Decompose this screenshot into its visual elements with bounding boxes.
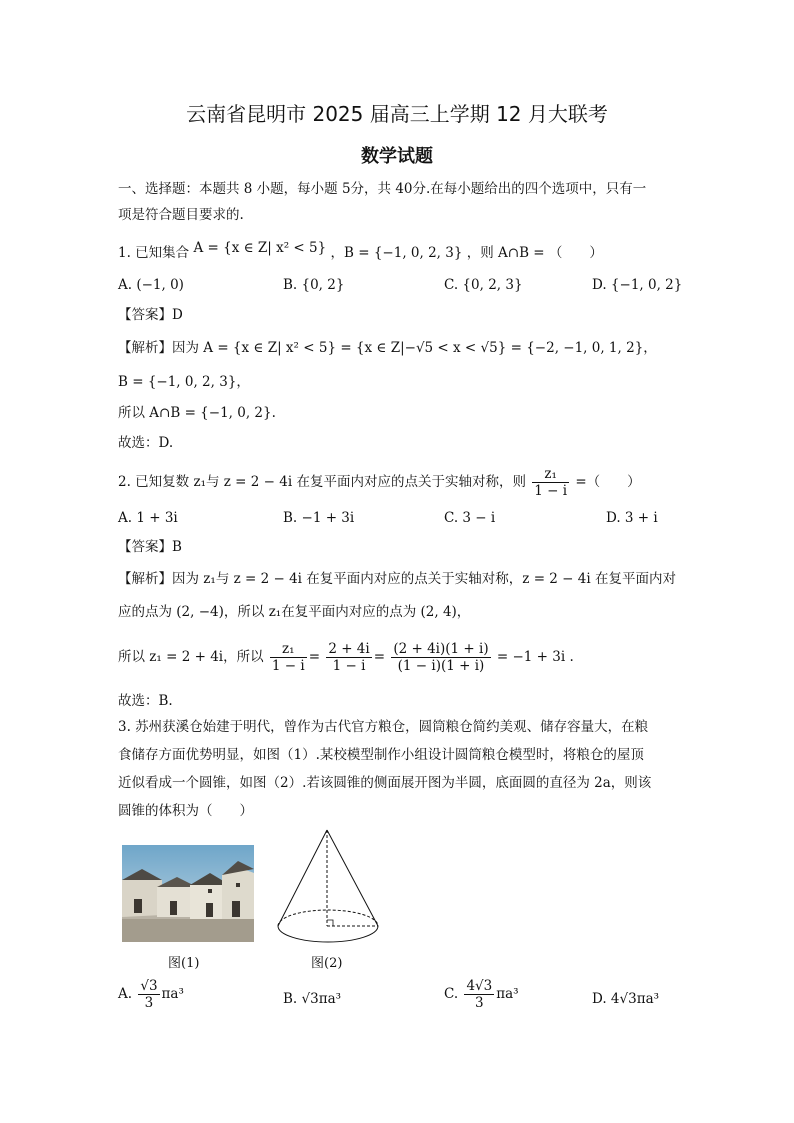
q1-conclusion: 故选：D. — [118, 435, 174, 451]
q2-calc-pre: 所以 z₁ = 2 + 4i，所以 — [118, 649, 264, 665]
q2-calc-frac-2 — [326, 641, 371, 674]
q2-stem-pre: 2. 已知复数 z₁与 z = 2 − 4i 在复平面内对应的点关于实轴对称，则 — [118, 474, 526, 490]
q3-stem-line-2: 食储存方面优势明显，如图（1）.某校模型制作小组设计圆筒粮仓模型时，将粮仓的屋顶 — [118, 747, 644, 763]
q3-option-c[interactable] — [444, 978, 519, 1011]
q1-option-b[interactable]: B. {0, 2} — [283, 277, 345, 293]
q2-calc-frac-1 — [270, 641, 307, 674]
q2-conclusion: 故选：B. — [118, 693, 173, 709]
q2-calc-frac-3 — [391, 641, 490, 674]
q3-option-a-frac — [138, 978, 159, 1011]
q3-stem-line-1: 3. 苏州获溪仓始建于明代，曾作为古代官方粮仓，圆筒粮仓简约美观、储存容量大，在粮 — [118, 719, 649, 735]
cone-diagram — [270, 826, 386, 948]
q1-stem-pre: 1. 已知集合 — [118, 245, 190, 261]
q2-calc-post: = −1 + 3i . — [496, 649, 574, 665]
q3-stem-line-4: 圆锥的体积为（ ） — [118, 803, 253, 819]
exam-title: 云南省昆明市 2025 届高三上学期 12 月大联考 — [186, 102, 608, 126]
q2-fraction-den: 1 − i — [534, 483, 568, 499]
figure-2-caption: 图(2) — [311, 956, 343, 971]
q1-option-d[interactable]: D. {−1, 0, 2} — [592, 277, 683, 293]
q1-analysis-b: B = {−1, 0, 2, 3}， — [118, 374, 250, 390]
q3-option-c-frac — [464, 978, 494, 1011]
q2-analysis: 【解析】因为 z₁与 z = 2 − 4i 在复平面内对应的点关于实轴对称，z = 2 − 4i 在复平面内对 — [118, 571, 676, 587]
q3-option-a-tail: πa³ — [161, 986, 184, 1002]
q2-option-b[interactable]: B. −1 + 3i — [283, 510, 355, 526]
q2-analysis-b: 应的点为 (2, −4)，所以 z₁在复平面内对应的点为 (2, 4)， — [118, 604, 471, 620]
q2-stem-post: =（ ） — [575, 474, 641, 490]
q2-answer: 【答案】B — [118, 539, 182, 555]
q1-option-c[interactable]: C. {0, 2, 3} — [444, 277, 523, 293]
q1-stem — [118, 240, 603, 262]
q2-option-c[interactable]: C. 3 − i — [444, 510, 496, 526]
q3-option-c-label: C. — [444, 986, 459, 1002]
q2-calc-frac-2-num: 2 + 4i — [328, 641, 370, 657]
q2-calc-frac-1-den: 1 − i — [271, 658, 305, 674]
q3-option-c-frac-den: 3 — [475, 995, 484, 1011]
q1-set-b: ，B = {−1, 0, 2, 3} — [330, 245, 463, 261]
q1-analysis: 【解析】因为 A = {x ∈ Z| x² < 5} = {x ∈ Z|−√5 < x < √5} = {−2, −1, 0, 1, 2}， — [118, 340, 657, 356]
q3-option-c-frac-num: 4√3 — [466, 978, 493, 994]
q2-fraction-num: z₁ — [532, 466, 569, 483]
q3-stem-line-3: 近似看成一个圆锥，如图（2）.若该圆锥的侧面展开图为半圆，底面圆的直径为 2a，则该 — [118, 775, 652, 791]
figure-1-caption: 图(1) — [168, 956, 200, 971]
q2-calc-frac-3-den: (1 − i)(1 + i) — [397, 658, 485, 674]
granary-photo — [122, 845, 254, 942]
q1-answer: 【答案】D — [118, 307, 183, 323]
q3-option-a[interactable] — [118, 978, 184, 1011]
section-heading-cont: 项是符合题目要求的. — [118, 207, 244, 223]
section-heading: 一、选择题：本题共 8 小题，每小题 5分，共 40分.在每小题给出的四个选项中，只有一 — [118, 181, 647, 197]
q3-option-c-tail: πa³ — [496, 986, 519, 1002]
q1-set-a: A = {x ∈ Z| x² < 5} — [193, 240, 327, 256]
exam-subtitle: 数学试题 — [361, 146, 433, 167]
q2-fraction — [532, 466, 569, 499]
q2-calc-frac-1-num: z₁ — [270, 641, 307, 658]
q2-option-a[interactable]: A. 1 + 3i — [118, 510, 178, 526]
q2-calc-frac-2-den: 1 − i — [332, 658, 366, 674]
q1-option-a[interactable]: A. (−1, 0) — [118, 277, 184, 293]
q1-analysis-result: 所以 A∩B = {−1, 0, 2}. — [118, 405, 276, 421]
q2-option-d[interactable]: D. 3 + i — [606, 510, 658, 526]
q3-option-a-frac-den: 3 — [144, 995, 154, 1011]
q3-option-d[interactable]: D. 4√3πa³ — [592, 991, 660, 1007]
q3-option-a-frac-num: √3 — [140, 978, 158, 994]
q2-stem — [118, 466, 641, 499]
q1-stem-post: ，则 A∩B = （ ） — [466, 245, 603, 261]
q2-analysis-calc: 所以 z₁ = 2 + 4i，所以 $\frac{\text{z₁}}{1 - i}$ = $\frac{2 + 4i}{1 - i}$ = $\frac{(2 + 4i)(1 + i)}{(1 - i)(1 + i)}$ = −1 + 3i . — [118, 641, 574, 674]
q2-calc-frac-3-num: (2 + 4i)(1 + i) — [393, 641, 489, 657]
q3-option-a-label: A. — [118, 986, 133, 1002]
q3-option-b[interactable]: B. √3πa³ — [283, 991, 342, 1007]
